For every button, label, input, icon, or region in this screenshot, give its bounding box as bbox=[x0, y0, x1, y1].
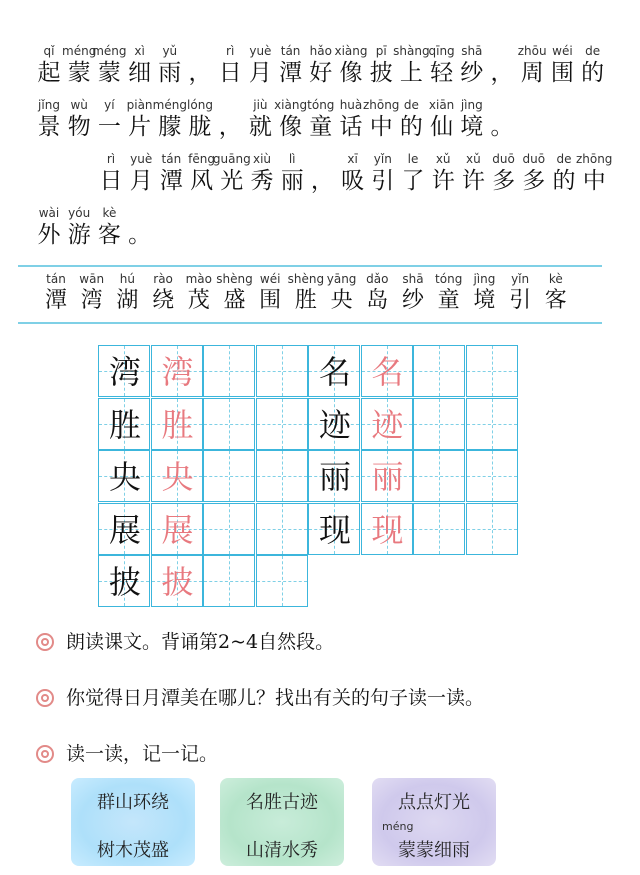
hanzi: 。 bbox=[490, 114, 514, 140]
passage-line-3 bbox=[0, 152, 640, 212]
grid-cell-black bbox=[308, 345, 360, 397]
hanzi: 披 bbox=[369, 60, 393, 86]
grid-cell-empty bbox=[466, 503, 518, 555]
pinyin: shā bbox=[402, 272, 424, 286]
grid-cell-empty bbox=[203, 450, 255, 502]
model-character: 披 bbox=[108, 563, 141, 601]
pinyin: duō bbox=[522, 152, 546, 166]
pinyin: yuè bbox=[130, 152, 153, 166]
phrase: 山清水秀 bbox=[246, 840, 318, 861]
hanzi: 光 bbox=[220, 168, 244, 194]
pinyin: yóu bbox=[68, 206, 91, 220]
grid-cell-empty bbox=[203, 555, 255, 607]
pinyin: xiàng bbox=[334, 44, 368, 58]
pinyin: kè bbox=[102, 206, 117, 220]
pinyin: lì bbox=[288, 152, 296, 166]
pinyin: méng bbox=[92, 44, 127, 58]
hanzi: ， bbox=[490, 60, 514, 86]
phrase-pinyin: méng bbox=[382, 820, 414, 833]
grid-cell-empty bbox=[466, 450, 518, 502]
pinyin: le bbox=[407, 152, 419, 166]
pinyin: de bbox=[403, 98, 419, 112]
pinyin: xiù bbox=[252, 152, 272, 166]
phrase: 蒙蒙细雨 bbox=[398, 840, 470, 861]
hanzi: 纱 bbox=[460, 60, 484, 86]
pinyin: piàn bbox=[126, 98, 153, 112]
trace-character: 胜 bbox=[161, 405, 194, 444]
pinyin: yǔ bbox=[162, 44, 178, 58]
hanzi: 茂 bbox=[187, 288, 210, 313]
grid-cell-black bbox=[308, 503, 360, 555]
trace-character: 名 bbox=[371, 353, 404, 391]
passage-line-1 bbox=[0, 44, 640, 104]
hanzi: 像 bbox=[279, 114, 303, 140]
hanzi: 游 bbox=[67, 222, 91, 248]
hanzi: 湖 bbox=[116, 288, 139, 313]
pinyin: rì bbox=[226, 44, 235, 58]
hanzi: 引 bbox=[371, 168, 395, 194]
pinyin: yuè bbox=[249, 44, 272, 58]
pinyin: yāng bbox=[326, 272, 357, 286]
grid-cell-red bbox=[361, 450, 413, 502]
hanzi: 引 bbox=[509, 288, 532, 313]
pinyin: shàng bbox=[393, 44, 430, 58]
pinyin: tán bbox=[280, 44, 301, 58]
hanzi: 围 bbox=[259, 288, 282, 313]
phrase: 树木茂盛 bbox=[97, 840, 169, 861]
trace-character: 丽 bbox=[371, 458, 404, 496]
passage-line-4 bbox=[0, 206, 640, 266]
pinyin: wān bbox=[79, 272, 105, 286]
pinyin: shā bbox=[461, 44, 483, 58]
grid-cell-empty bbox=[466, 345, 518, 397]
phrase-card-3 bbox=[372, 778, 496, 866]
hanzi: ， bbox=[218, 114, 242, 140]
pinyin: mào bbox=[185, 272, 212, 286]
pinyin: shèng bbox=[287, 272, 325, 286]
grid-cell-red bbox=[151, 398, 203, 450]
model-character: 胜 bbox=[108, 405, 141, 444]
grid-cell-red bbox=[361, 503, 413, 555]
pinyin: guāng bbox=[212, 152, 251, 166]
hanzi: 片 bbox=[128, 114, 152, 140]
hanzi: 境 bbox=[460, 114, 484, 140]
grid-cell-black bbox=[308, 450, 360, 502]
hanzi: 雨 bbox=[158, 60, 182, 86]
pinyin: xǔ bbox=[435, 152, 451, 166]
hanzi: 纱 bbox=[401, 288, 424, 313]
pinyin: yǐn bbox=[373, 152, 392, 166]
pinyin: lóng bbox=[187, 98, 213, 112]
pinyin: tán bbox=[46, 272, 66, 286]
trace-character: 央 bbox=[161, 458, 194, 496]
pinyin: rào bbox=[153, 272, 173, 286]
grid-cell-black bbox=[98, 398, 150, 450]
model-character: 名 bbox=[318, 353, 351, 391]
hanzi: 客 bbox=[544, 288, 567, 313]
hanzi: 围 bbox=[550, 60, 574, 86]
hanzi: 秀 bbox=[250, 168, 274, 194]
exercise-text: 朗读课文。背诵第2~4自然段。 bbox=[66, 631, 335, 653]
hanzi: 周 bbox=[520, 60, 544, 86]
hanzi: 的 bbox=[552, 168, 576, 194]
hanzi: 月 bbox=[129, 168, 153, 194]
model-character: 现 bbox=[318, 510, 351, 549]
hanzi: 的 bbox=[581, 60, 605, 86]
trace-character: 迹 bbox=[371, 405, 404, 444]
phrase: 群山环绕 bbox=[97, 792, 169, 813]
hanzi: 胜 bbox=[294, 288, 317, 313]
hanzi: 就 bbox=[248, 114, 272, 140]
hanzi: 日 bbox=[218, 60, 242, 86]
hanzi: 中 bbox=[369, 114, 393, 140]
grid-cell-red bbox=[151, 555, 203, 607]
model-character: 丽 bbox=[318, 458, 351, 496]
grid-cell-black bbox=[98, 345, 150, 397]
model-character: 展 bbox=[108, 510, 141, 549]
hanzi: 起 bbox=[37, 60, 61, 86]
trace-character: 展 bbox=[161, 510, 194, 549]
pinyin: kè bbox=[548, 272, 563, 286]
hanzi: 蒙 bbox=[97, 60, 121, 86]
hanzi: 蒙 bbox=[67, 60, 91, 86]
pinyin: jìng bbox=[460, 98, 483, 112]
pinyin: jìng bbox=[473, 272, 496, 286]
passage-line-2 bbox=[0, 98, 640, 158]
pinyin: tóng bbox=[435, 272, 463, 286]
pinyin: duō bbox=[492, 152, 515, 166]
trace-character: 披 bbox=[161, 563, 194, 601]
pinyin: tán bbox=[161, 152, 182, 166]
divider-top bbox=[18, 265, 602, 267]
grid-cell-red bbox=[361, 345, 413, 397]
pinyin: wéi bbox=[259, 272, 281, 286]
phrase: 名胜古迹 bbox=[246, 792, 318, 813]
grid-cell-black bbox=[98, 555, 150, 607]
model-character: 央 bbox=[108, 458, 141, 496]
pinyin: qīng bbox=[428, 44, 455, 58]
writing-grid bbox=[98, 345, 522, 610]
hanzi: 月 bbox=[248, 60, 272, 86]
phrase: 点点灯光 bbox=[398, 792, 470, 813]
hanzi: 仙 bbox=[430, 114, 454, 140]
grid-cell-empty bbox=[256, 345, 308, 397]
hanzi: 盛 bbox=[223, 288, 246, 313]
pinyin: xiàng bbox=[274, 98, 308, 112]
hanzi: 湾 bbox=[80, 288, 103, 313]
hanzi: 一 bbox=[97, 114, 121, 140]
hanzi: 像 bbox=[339, 60, 363, 86]
pinyin: wéi bbox=[552, 44, 573, 58]
hanzi: 境 bbox=[473, 288, 496, 313]
pinyin: yǐn bbox=[511, 272, 530, 286]
grid-cell-empty bbox=[413, 398, 465, 450]
phrase-card-2 bbox=[220, 778, 344, 866]
hanzi: 轻 bbox=[430, 60, 454, 86]
grid-cell-empty bbox=[256, 398, 308, 450]
grid-cell-red bbox=[361, 398, 413, 450]
grid-cell-black bbox=[98, 450, 150, 502]
grid-cell-red bbox=[151, 503, 203, 555]
hanzi: 话 bbox=[339, 114, 363, 140]
grid-cell-empty bbox=[413, 503, 465, 555]
phrase-card-1 bbox=[71, 778, 195, 866]
divider-bottom bbox=[18, 322, 602, 324]
hanzi: 日 bbox=[99, 168, 123, 194]
hanzi: 潭 bbox=[279, 60, 303, 86]
hanzi: 中 bbox=[582, 168, 606, 194]
hanzi: 绕 bbox=[152, 288, 175, 313]
pinyin: wài bbox=[38, 206, 60, 220]
hanzi: 朦 bbox=[158, 114, 182, 140]
hanzi: 了 bbox=[401, 168, 425, 194]
hanzi: 上 bbox=[399, 60, 423, 86]
pinyin: méng bbox=[62, 44, 97, 58]
hanzi: ， bbox=[188, 60, 212, 86]
grid-cell-red bbox=[151, 345, 203, 397]
flower-bullet-icon bbox=[36, 689, 54, 707]
pinyin: de bbox=[585, 44, 601, 58]
pinyin: dǎo bbox=[366, 272, 389, 286]
flower-bullet-icon bbox=[36, 633, 54, 651]
grid-cell-empty bbox=[466, 398, 518, 450]
model-character: 迹 bbox=[318, 405, 351, 444]
grid-cell-empty bbox=[203, 398, 255, 450]
pinyin: rì bbox=[106, 152, 116, 166]
pinyin: fēng bbox=[188, 152, 216, 166]
hanzi: ， bbox=[310, 168, 334, 194]
pinyin: de bbox=[556, 152, 572, 166]
hanzi: 的 bbox=[399, 114, 423, 140]
hanzi: 岛 bbox=[366, 288, 389, 313]
pinyin: pī bbox=[375, 44, 387, 58]
pinyin: jiù bbox=[253, 98, 268, 112]
hanzi: 吸 bbox=[341, 168, 365, 194]
hanzi: 童 bbox=[437, 288, 460, 313]
grid-cell-black bbox=[308, 398, 360, 450]
pinyin: zhōng bbox=[575, 152, 613, 166]
hanzi: 多 bbox=[522, 168, 546, 194]
hanzi: 外 bbox=[37, 222, 61, 248]
grid-cell-empty bbox=[203, 503, 255, 555]
pinyin: wù bbox=[70, 98, 88, 112]
grid-cell-empty bbox=[256, 503, 308, 555]
exercise-text: 读一读，记一记。 bbox=[66, 743, 219, 765]
grid-cell-red bbox=[151, 450, 203, 502]
pinyin: zhōu bbox=[517, 44, 547, 58]
hanzi: 客 bbox=[97, 222, 121, 248]
grid-cell-empty bbox=[203, 345, 255, 397]
pinyin: hǎo bbox=[309, 44, 332, 58]
grid-cell-empty bbox=[256, 450, 308, 502]
hanzi: 许 bbox=[431, 168, 455, 194]
pinyin: xī bbox=[347, 152, 358, 166]
pinyin: xì bbox=[134, 44, 145, 58]
hanzi: 景 bbox=[37, 114, 61, 140]
hanzi: 潭 bbox=[44, 288, 67, 313]
grid-cell-empty bbox=[413, 345, 465, 397]
pinyin: yí bbox=[104, 98, 115, 112]
grid-cell-black bbox=[98, 503, 150, 555]
hanzi: 潭 bbox=[159, 168, 183, 194]
hanzi: 物 bbox=[67, 114, 91, 140]
pinyin: shèng bbox=[216, 272, 253, 286]
grid-cell-empty bbox=[413, 450, 465, 502]
pinyin: qǐ bbox=[43, 44, 55, 58]
hanzi: 好 bbox=[309, 60, 333, 86]
hanzi: 多 bbox=[492, 168, 516, 194]
hanzi: 央 bbox=[330, 288, 353, 313]
hanzi: 细 bbox=[128, 60, 152, 86]
hanzi: 丽 bbox=[280, 168, 304, 194]
pinyin: zhōng bbox=[362, 98, 400, 112]
hanzi: 。 bbox=[128, 222, 152, 248]
model-character: 湾 bbox=[108, 353, 141, 391]
pinyin: xiān bbox=[428, 98, 455, 112]
trace-character: 现 bbox=[371, 510, 404, 549]
hanzi: 许 bbox=[461, 168, 485, 194]
trace-character: 湾 bbox=[161, 353, 194, 391]
pinyin: jǐng bbox=[38, 98, 60, 112]
grid-cell-empty bbox=[256, 555, 308, 607]
pinyin: méng bbox=[152, 98, 187, 112]
hanzi: 风 bbox=[190, 168, 214, 194]
pinyin: huà bbox=[339, 98, 363, 112]
flower-bullet-icon bbox=[36, 745, 54, 763]
exercise-text: 你觉得日月潭美在哪儿？找出有关的句子读一读。 bbox=[66, 687, 485, 709]
hanzi: 童 bbox=[309, 114, 333, 140]
pinyin: xǔ bbox=[466, 152, 481, 166]
pinyin: hú bbox=[119, 272, 135, 286]
pinyin: tóng bbox=[307, 98, 335, 112]
hanzi: 胧 bbox=[188, 114, 212, 140]
